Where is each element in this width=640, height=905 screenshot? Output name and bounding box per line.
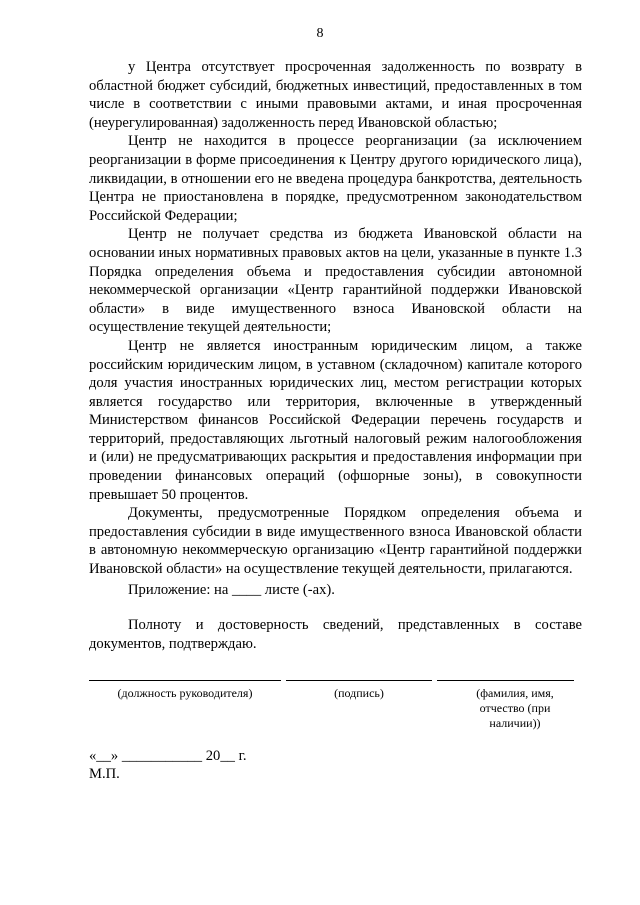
stamp-label: М.П. xyxy=(89,766,120,782)
attachment-line: Приложение: на ____ листе (-ах). xyxy=(128,582,335,598)
position-signature-line xyxy=(89,680,281,681)
paragraph-budget-funds: Центр не получает средства из бюджета Ивановской области на основании иных нормативных правовых актов на цели, указанные в пункте 1.3 Порядка определения объема и предоставления субсидии автономной некоммерческой организации «Центр гарантийной поддержки Ивановской области» в виде имущественного взноса Ивановской области на осуществление текущей деятельности; xyxy=(89,226,582,336)
name-caption: (фамилия, имя, отчество (при наличии)) xyxy=(476,686,554,730)
position-caption: (должность руководителя) xyxy=(117,686,253,700)
page-number: 8 xyxy=(316,26,324,41)
paragraph-debt: у Центра отсутствует просроченная задолженность по возврату в областной бюджет субсидий, бюджетных инвестиций, предоставленных в том числе в соответствии с иными правовыми актами, и иная просроченная (неурегулированная) задолженность перед Ивановской областью; xyxy=(89,59,582,131)
paragraph-foreign-entity: Центр не является иностранным юридическим лицом, а также российским юридическим лицом, в уставном (складочном) капитале которого доля участия иностранных юридических лиц, местом регистрации которых является государство или территория, включенные в утвержденный Министерством финансов Российской Федерации перечень государств и территорий, предоставляющих льготный налоговый режим налогообложения и (или) не предусматривающих раскрытия и предоставления информации при проведении финансовых операций (офшорные зоны), в совокупности превышает 50 процентов. xyxy=(89,337,582,503)
signature-caption: (подпись) xyxy=(334,686,384,700)
name-signature-line xyxy=(437,680,574,681)
paragraph-documents: Документы, предусмотренные Порядком определения объема и предоставления субсидии в виде имущественного взноса Ивановской области в автономную некоммерческую организацию «Центр гарантийной поддержки Ивановской области» на осуществление текущей деятельности, прилагаются. xyxy=(89,505,582,578)
signature-line xyxy=(286,680,432,681)
date-line: «__» ___________ 20__ г. xyxy=(89,748,247,764)
body-text xyxy=(89,58,582,579)
paragraph-reorganization: Центр не находится в процессе реорганизации (за исключением реорганизации в форме присоединения к Центру другого юридического лица), ликвидации, в отношении его не введена процедура банкротства, деятельность Центра не приостановлена в порядке, предусмотренном законодательством Российской Федерации; xyxy=(89,133,582,224)
confirmation-text: Полноту и достоверность сведений, представленных в составе документов, подтверждаю. xyxy=(89,617,582,652)
